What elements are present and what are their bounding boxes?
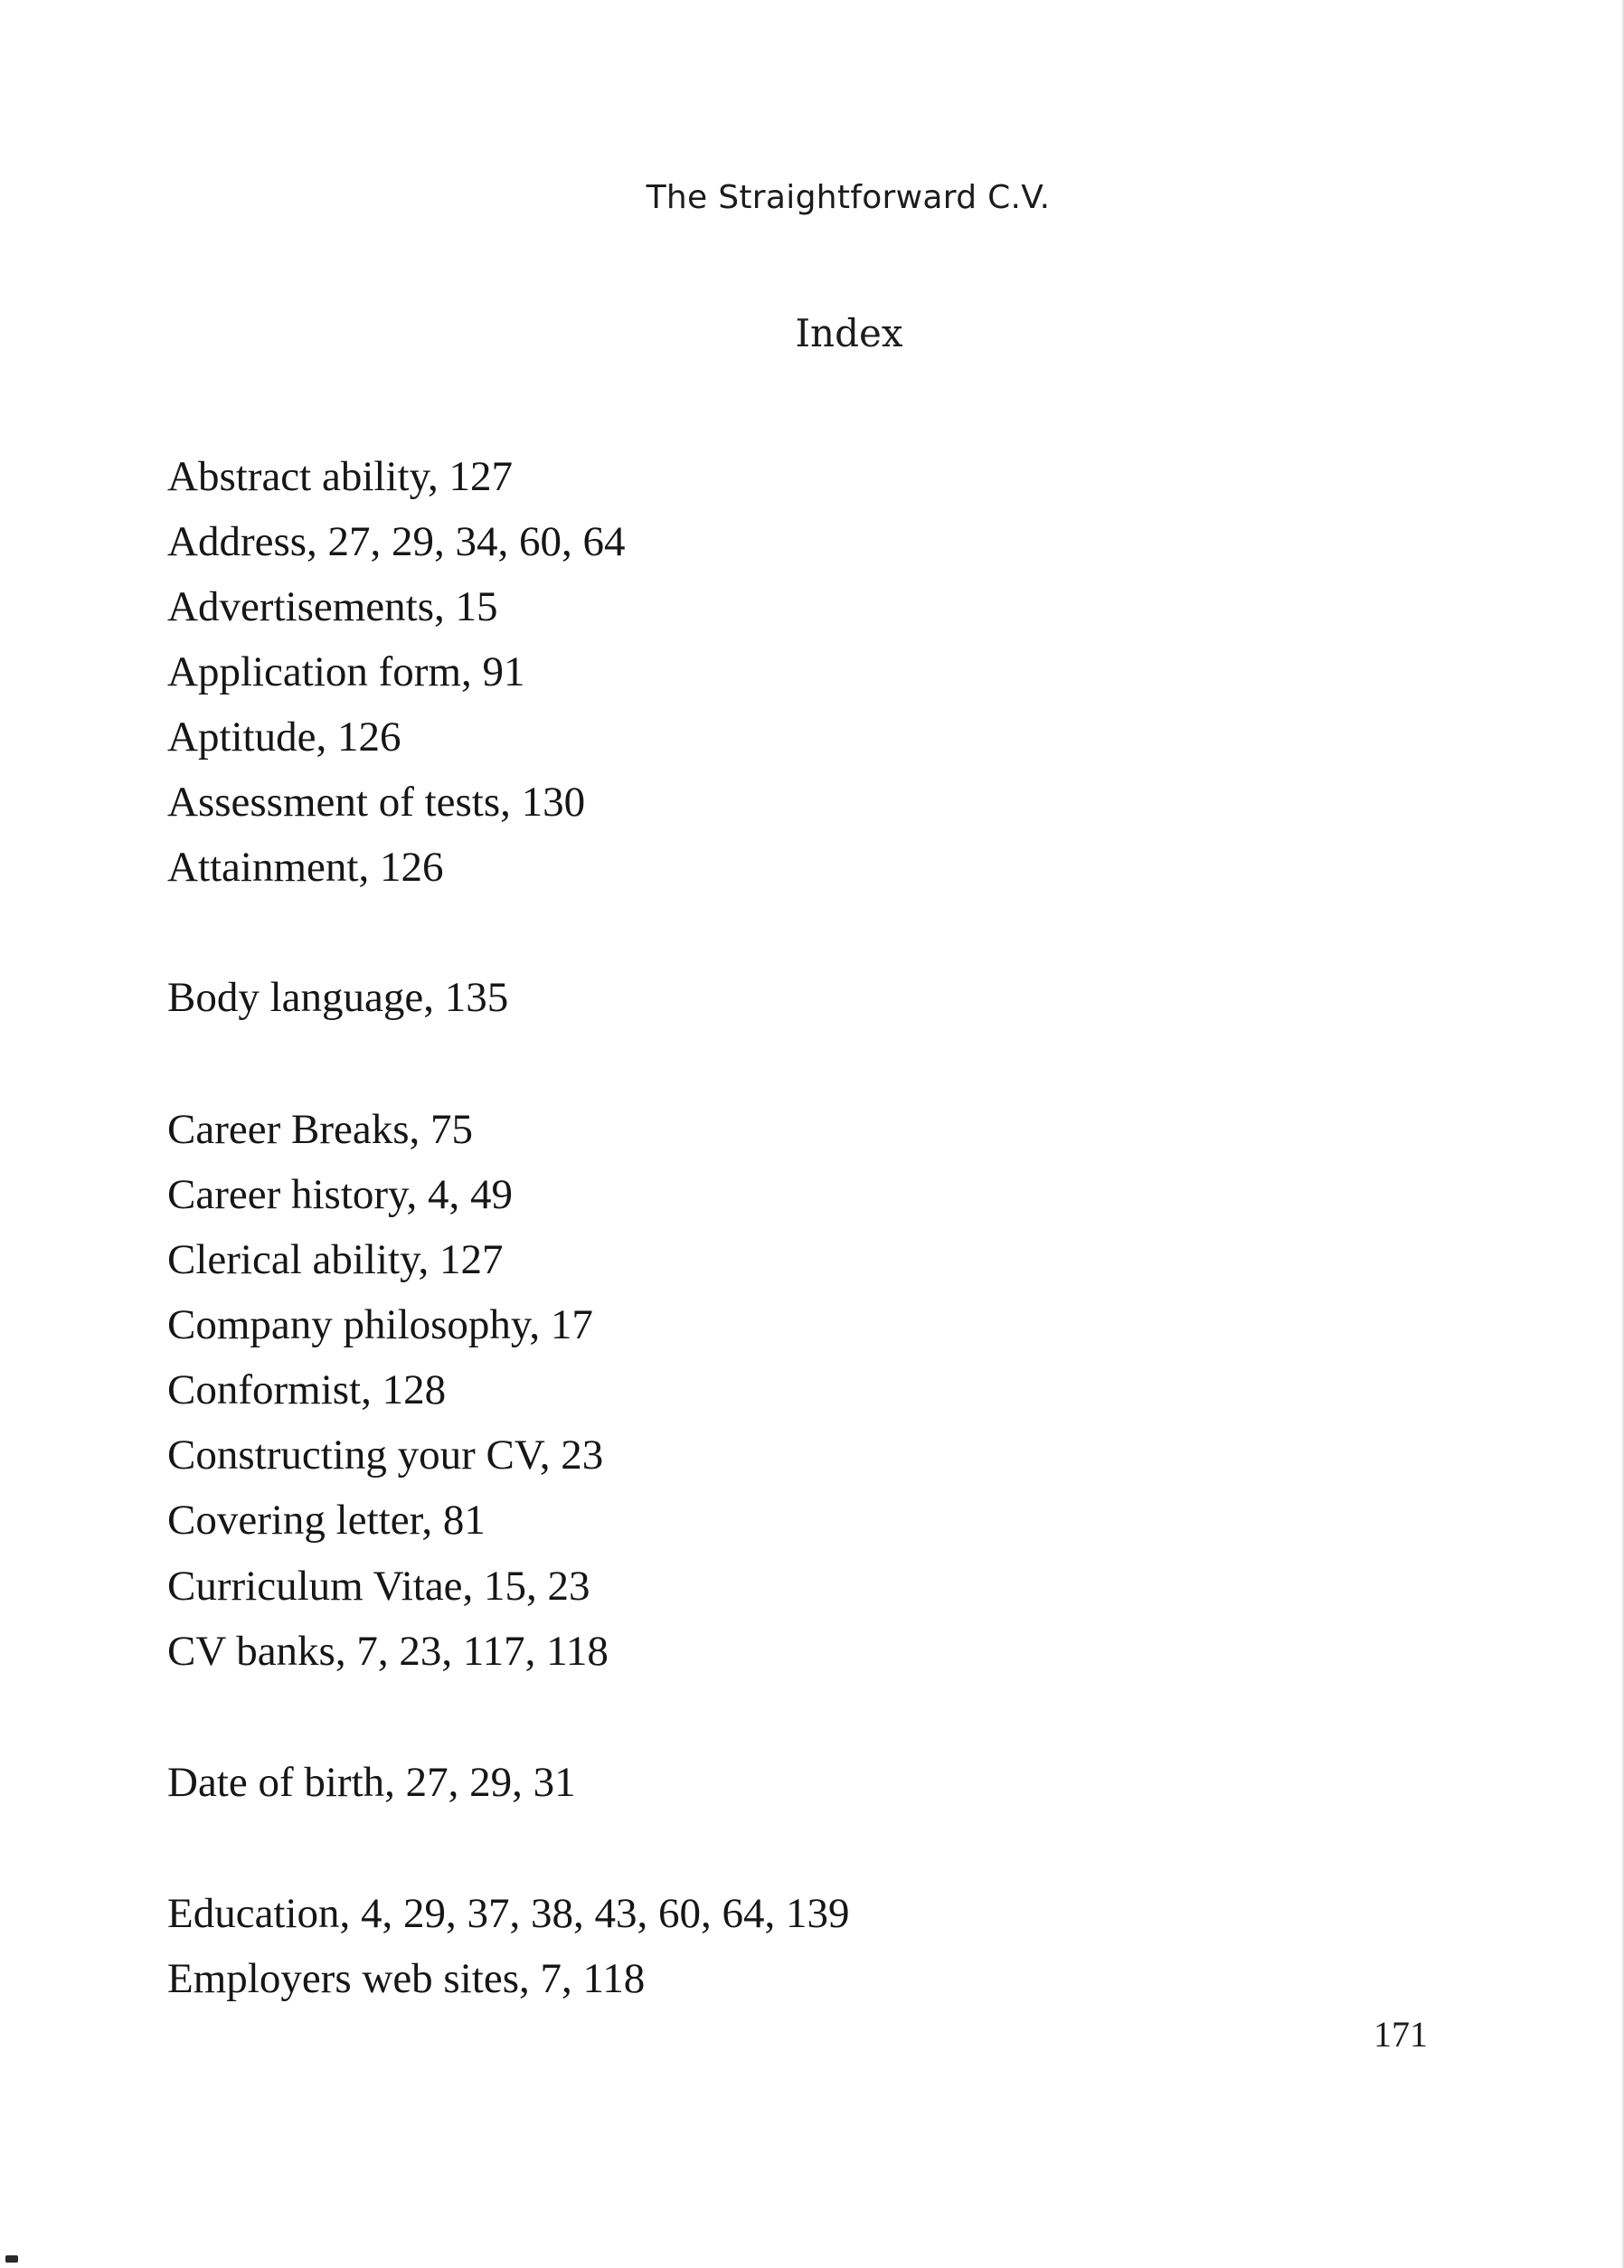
index-list xyxy=(167,0,1343,2268)
index-entry: Assessment of tests, 130 xyxy=(167,779,586,826)
index-entry: Employers web sites, 7, 118 xyxy=(167,1955,646,2002)
index-entry: Company philosophy, 17 xyxy=(167,1301,593,1348)
index-entry: Address, 27, 29, 34, 60, 64 xyxy=(167,518,626,565)
index-entry: Constructing your CV, 23 xyxy=(167,1432,604,1479)
index-entry: Abstract ability, 127 xyxy=(167,453,514,500)
running-header-title: The Straightforward C.V. xyxy=(646,179,1051,216)
index-entry: Conformist, 128 xyxy=(167,1366,447,1413)
index-entry: Covering letter, 81 xyxy=(167,1497,486,1544)
index-entry: Clerical ability, 127 xyxy=(167,1236,504,1283)
index-entry: Education, 4, 29, 37, 38, 43, 60, 64, 139 xyxy=(167,1890,850,1937)
scan-corner-mark xyxy=(5,2255,18,2263)
index-entry: Attainment, 126 xyxy=(167,844,444,891)
index-entry: Career Breaks, 75 xyxy=(167,1106,473,1153)
index-entry: Aptitude, 126 xyxy=(167,713,401,761)
index-entry: Date of birth, 27, 29, 31 xyxy=(167,1759,576,1806)
index-entry: Body language, 135 xyxy=(167,974,509,1021)
index-entry: Advertisements, 15 xyxy=(167,583,498,630)
index-entry: Curriculum Vitae, 15, 23 xyxy=(167,1563,590,1610)
index-entry: Application form, 91 xyxy=(167,648,525,695)
index-heading-text: Index xyxy=(795,311,903,355)
index-entry: Career history, 4, 49 xyxy=(167,1171,513,1218)
index-entry: CV banks, 7, 23, 117, 118 xyxy=(167,1628,609,1675)
page-number: 171 xyxy=(1374,2014,1428,2055)
